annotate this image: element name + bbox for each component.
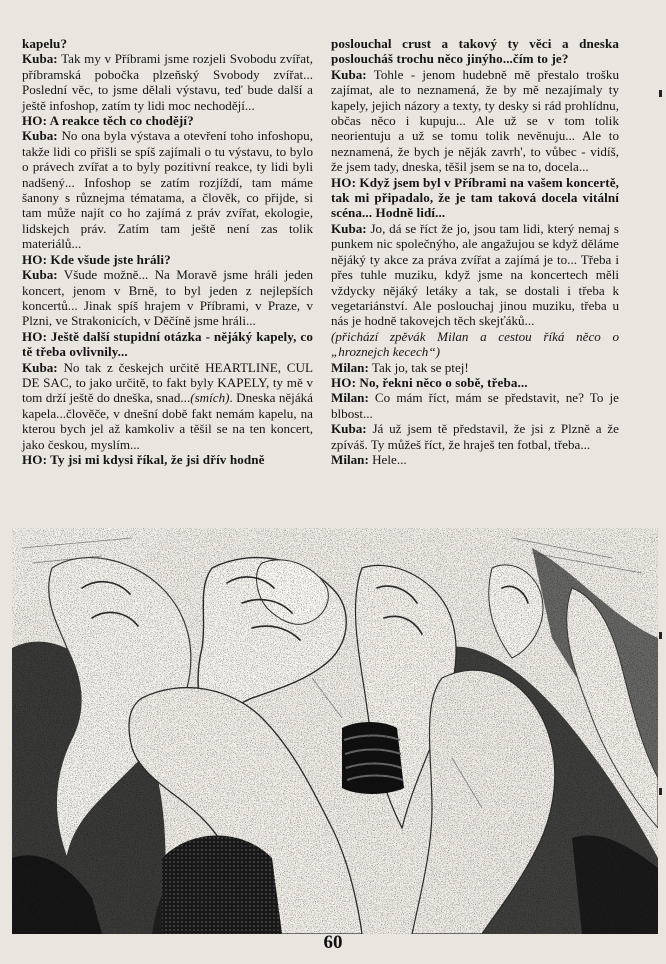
- answer-text: Já už jsem tě představil, že jsi z Plzně a že zpíváš. Ty můžeš říct, že hraješ ten fotbal, třeba...: [331, 421, 619, 452]
- answer-text: No tak z českejch určitě HEARTLINE, CUL DE SAC, to jako určitě, to fakt byly KAPELY, ty mě v tom drží ještě do dneška, snad...: [22, 359, 313, 406]
- speaker-label: Kuba:: [22, 267, 58, 283]
- interview-question: HO: A reakce těch co chodějí?: [22, 113, 194, 129]
- answer-text: Hele...: [368, 451, 407, 467]
- laughter-note: (smích): [190, 390, 230, 406]
- answer-text: No ona byla výstava a otevření toho infoshopu, takže lidi co přišli se spíš zajímali o tu výstavu, to bylo o právech zvířat a to byly pozitivní reakce, ty lidi byli nadšený... Infoshop se zatím rozjíždí, tam máme šanony s různejma tématama, a člověk, co přijde, si tam může najít co ho zajímá z práv zvířat, ekologie, lidskejch práv. Zatím tam ještě není zas tolik materiálů...: [22, 128, 313, 252]
- raised-hands-image: [12, 528, 658, 934]
- speaker-label: Kuba:: [22, 359, 58, 375]
- speaker-label: Kuba:: [331, 220, 367, 236]
- edge-mark: [659, 632, 662, 639]
- interview-answer: [22, 51, 313, 113]
- speaker-label: Kuba:: [22, 51, 58, 67]
- left-text-column: [22, 36, 313, 467]
- stage-note: (přichází zpěvák Milan a cestou říká něco o „hroznejch kecech“): [331, 328, 619, 360]
- interview-question: poslouchal crust a takový ty věci a dneska posloucháš trochu něco jinýho...čím to je?: [331, 36, 619, 67]
- question-continuation: kapelu?: [22, 36, 68, 51]
- speaker-label: Milan:: [331, 359, 369, 375]
- interview-answer: [331, 421, 619, 452]
- interview-question: HO: Ty jsi mi kdysi říkal, že jsi dřív hodně: [22, 451, 265, 467]
- speaker-label: Kuba:: [331, 66, 367, 82]
- interview-question: HO: Ještě další stupidní otázka - nějáký kapely, co tě třeba ovlivnily...: [22, 328, 313, 360]
- interview-answer: [22, 128, 313, 251]
- interview-question: HO: Kde všude jste hráli?: [22, 251, 171, 267]
- interview-question: HO: Když jsem byl v Příbrami na vašem koncertě, tak mi připadalo, že je tam taková docela vitální scéna... Hodně lidí...: [331, 174, 619, 221]
- concert-crowd-photo: [12, 528, 658, 934]
- interview-answer: [331, 452, 619, 467]
- interview-answer: [22, 267, 313, 329]
- speaker-label: Milan:: [331, 451, 369, 467]
- interview-answer: [331, 221, 619, 329]
- speaker-label: Milan:: [331, 390, 369, 406]
- interview-question: HO: No, řekni něco o sobě, třeba...: [331, 374, 528, 390]
- answer-text: Co mám říct, mám se představit, ne? To je blbost...: [331, 390, 619, 421]
- right-text-column: [331, 36, 619, 467]
- interview-answer: [331, 67, 619, 175]
- speaker-label: Kuba:: [22, 128, 58, 144]
- answer-text: . Dneska nějáká kapela...člověče, v dnešní době fakt nemám kapelu, na kterou bych jel až kamkoliv a těšil se na ten koncert, jako českou, myslím...: [22, 390, 313, 452]
- edge-mark: [659, 788, 662, 795]
- answer-text: Tak my v Příbrami jsme rozjeli Svobodu zvířat, příbramská pobočka plzeňský Svobody zvířat... Poslední věc, to jsme dělali výstavu, teď bude další a ještě infoshop, zatím ty lidi moc nechodějí...: [22, 51, 313, 113]
- page-number: 60: [323, 932, 343, 953]
- interview-answer: [22, 360, 313, 452]
- speaker-label: Kuba:: [331, 421, 367, 437]
- interview-answer: [331, 390, 619, 421]
- interview-answer: [331, 360, 619, 375]
- answer-text: Všude možně... Na Moravě jsme hráli jeden koncert, jenom v Brně, to byl jeden z nejlepších koncertů... Jinak spíš hrajem v Příbrami, v Praze, v Plzni, ve Strakonicích, v Děčíně jsme hráli...: [22, 267, 313, 329]
- edge-mark: [659, 90, 662, 97]
- answer-text: Tak jo, tak se ptej!: [368, 359, 469, 375]
- answer-text: Tohle - jenom hudebně mě přestalo trošku zajímat, ale to neznamená, že by mě nezajímaly ty kapely, jejich názory a texty, ty desky si rád prohlídnu, občas něco i kupuju... Ale už se v tom tolik neorientuju a už se tomu tolik nevěnuju... Ale to neznamená, že bych je něják zavrh', to vůbec - vidíš, že jsem tady, dneska, těšil jsem se na to, docela...: [331, 66, 619, 175]
- answer-text: Jo, dá se říct že jo, jsou tam lidi, který nemaj s punkem nic společnýho, ale angažujou se když děláme nějáký ty akce za práva zvířat a zajímá je to... Třeba i přes tuhle muziku, když jsme na koncertech měli vždycky nějáký letáky a tak, se dostali i třeba k vegetariánství. Ale poslouchaj jinou muziku, třeba u nás je hodně takovejch těch skejťáků...: [331, 220, 619, 329]
